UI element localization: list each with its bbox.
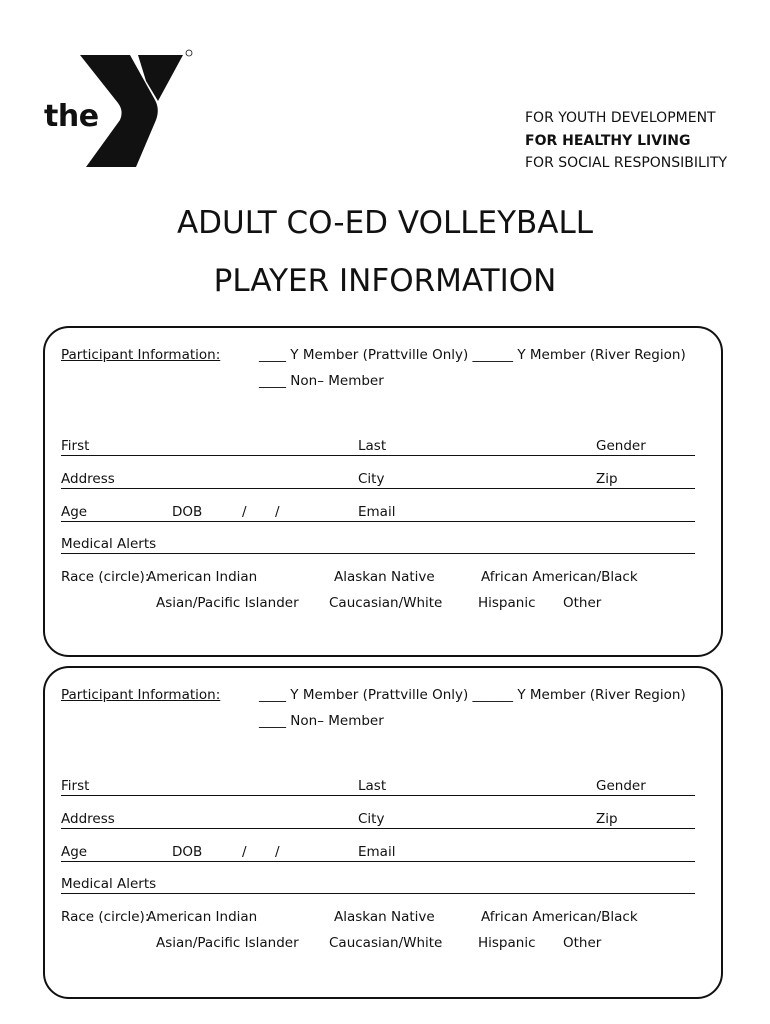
race-hispanic[interactable]: Hispanic [478,595,536,611]
race-african-american[interactable]: African American/Black [481,569,638,585]
first-name-field[interactable]: First [61,438,90,454]
dob-slash-2: / [275,844,280,860]
race-hispanic[interactable]: Hispanic [478,935,536,951]
gender-field[interactable]: Gender [596,438,646,454]
last-name-field[interactable]: Last [358,778,387,794]
gender-field[interactable]: Gender [596,778,646,794]
email-field[interactable]: Email [358,844,396,860]
page-title-line-1: ADULT CO-ED VOLLEYBALL [176,205,594,241]
age-dob-email-line [61,861,695,862]
race-label: Race (circle): [61,569,150,585]
participant-info-label: Participant Information: [61,347,221,363]
zip-field[interactable]: Zip [596,811,618,827]
address-field[interactable]: Address [61,811,115,827]
city-field[interactable]: City [358,471,385,487]
medical-alerts-field[interactable]: Medical Alerts [61,876,157,892]
zip-field[interactable]: Zip [596,471,618,487]
race-african-american[interactable]: African American/Black [481,909,638,925]
city-field[interactable]: City [358,811,385,827]
race-caucasian[interactable]: Caucasian/White [329,935,443,951]
player-form-2 [43,666,723,999]
age-field[interactable]: Age [61,844,88,860]
race-other[interactable]: Other [563,935,602,951]
page-title-line-2: PLAYER INFORMATION [213,263,557,299]
race-other[interactable]: Other [563,595,602,611]
tagline [525,107,727,175]
first-last-gender-line [61,795,695,796]
race-american-indian[interactable]: American Indian [147,909,258,925]
dob-field[interactable]: DOB [172,504,203,520]
logo-word-the: the [44,99,99,134]
race-american-indian[interactable]: American Indian [147,569,258,585]
email-field[interactable]: Email [358,504,396,520]
address-line [61,488,695,489]
participant-info-label: Participant Information: [61,687,221,703]
logo-ymca-letters: YMCA [144,142,162,164]
address-field[interactable]: Address [61,471,115,487]
dob-slash-1: / [242,844,247,860]
last-name-field[interactable]: Last [358,438,387,454]
first-name-field[interactable]: First [61,778,90,794]
tagline-line-1: FOR YOUTH DEVELOPMENT [525,110,716,126]
dob-slash-1: / [242,504,247,520]
race-alaskan-native[interactable]: Alaskan Native [334,909,435,925]
age-dob-email-line [61,521,695,522]
non-member-option[interactable]: ____ Non– Member [259,373,384,389]
tagline-line-2: FOR HEALTHY LIVING [525,132,691,149]
race-label: Race (circle): [61,909,150,925]
medical-alerts-line [61,553,695,554]
address-line [61,828,695,829]
race-asian-pacific[interactable]: Asian/Pacific Islander [156,595,299,611]
player-form-1 [43,326,723,657]
membership-options[interactable]: ____ Y Member (Prattville Only) ______ Y Member (River Region) [259,347,686,363]
ymca-logo [40,45,200,175]
ymca-y-icon [80,45,200,170]
first-last-gender-line [61,455,695,456]
race-caucasian[interactable]: Caucasian/White [329,595,443,611]
age-field[interactable]: Age [61,504,88,520]
race-asian-pacific[interactable]: Asian/Pacific Islander [156,935,299,951]
race-alaskan-native[interactable]: Alaskan Native [334,569,435,585]
membership-options[interactable]: ____ Y Member (Prattville Only) ______ Y Member (River Region) [259,687,686,703]
medical-alerts-line [61,893,695,894]
tagline-line-3: FOR SOCIAL RESPONSIBILITY [525,155,728,171]
dob-field[interactable]: DOB [172,844,203,860]
medical-alerts-field[interactable]: Medical Alerts [61,536,157,552]
dob-slash-2: / [275,504,280,520]
non-member-option[interactable]: ____ Non– Member [259,713,384,729]
